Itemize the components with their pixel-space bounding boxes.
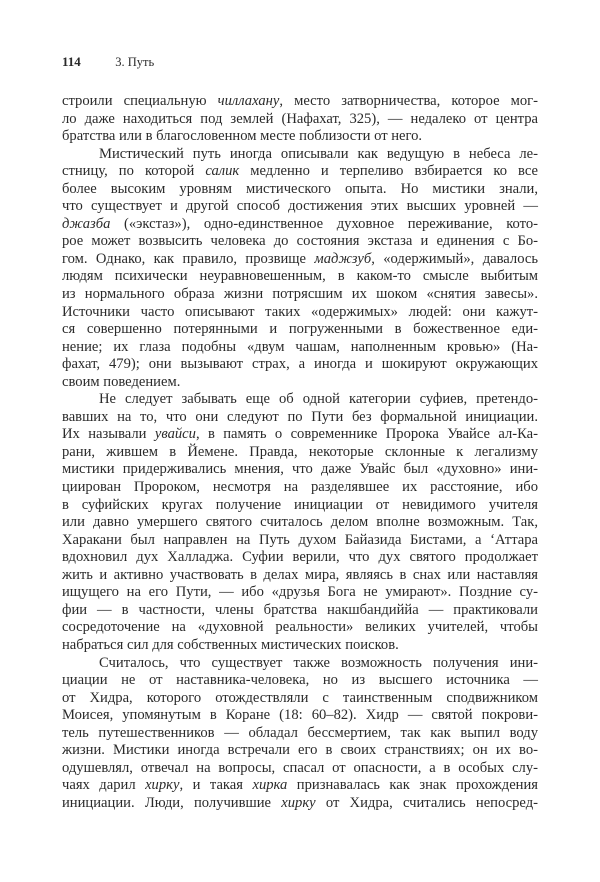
text-line: в суфийских кругах получение инициации от невидимого учителя [62, 496, 538, 513]
text-line: мистики придерживались мнения, что даже Увайс был «духовно» ини- [62, 461, 538, 478]
text-line: вдохновил дух Халладжа. Суфии верили, что дух святого продолжает [62, 549, 538, 566]
paragraph [62, 391, 538, 654]
italic-term: хирка [252, 777, 288, 794]
text-line: из нормального образа жизни потрясшим их шоком «снятия завесы». [62, 286, 538, 303]
italic-term: увайси [154, 426, 196, 443]
italic-term: хирку [145, 777, 180, 794]
running-header [62, 54, 154, 70]
text-line: Моисея, упомянутым в Коране (18: 60–82). Хидр — святой покрови- [62, 707, 538, 724]
text-line: фии — в частности, члены братства накшбандиййа — практиковали [62, 601, 538, 618]
italic-term: салик [205, 163, 240, 180]
text-line: ищущего на его Пути, — ибо «друзья Бога не умирают». Поздние су- [62, 584, 538, 601]
text-line: рани, жившем в Йемене. Правда, некоторые склонные к легализму [62, 443, 538, 460]
text-line: Мистический путь иногда описывали как ведущую в небеса ле- [99, 145, 538, 162]
text-line: сосредоточение на «духовной реальности» великих учителей, чтобы [62, 619, 538, 636]
text-line: людям психически неуравновешенным, в каком-то смысле выбитым [62, 268, 538, 285]
paragraph [62, 93, 538, 146]
page-number: 114 [62, 54, 81, 69]
text-line: Не следует забывать еще об одной категории суфиев, претендо- [99, 391, 538, 408]
text-line: жить и активно участвовать в делах мира, являясь в снах или наставляя [62, 566, 538, 583]
text-line: более высоким уровням мистического опыта. Но мистики знали, [62, 180, 538, 197]
text-line: одушевлял, отвечал на вопросы, спасал от опасности, а в особых слу- [62, 759, 538, 776]
text-line: жизни. Мистики иногда встречали его в своих странствиях; он их во- [62, 742, 538, 759]
text-line: от Хидра, которого отождествляли с таинственным сподвижником [62, 689, 538, 706]
text-line: своим поведением. [62, 373, 181, 390]
text-line: Их называли увайси, в память о современнике Пророка Увайсе ал-Ка- [62, 426, 539, 443]
text-line: чаях дарил хирку, и такая хирка признавалась как знак прохождения [62, 777, 539, 794]
text-line: джазба («экстаз»), одно-единственное духовное переживание, кото- [62, 215, 538, 232]
text-line: стницу, по которой салик медленно и терпеливо взбирается ко все [62, 163, 538, 180]
text-line: нение; их глаза подобны «двум чашам, наполненным кровью» (На- [62, 338, 538, 355]
paragraph [62, 146, 538, 392]
text-line: рое может возвысить человека до состояния экстаза и единения с Бо- [62, 233, 538, 250]
text-line: инициации. Люди, получившие хирку от Хидра, считались непосред- [62, 794, 538, 811]
text-line: циации не от наставника-человека, но из высшего источника — [62, 672, 538, 689]
text-line: что существует и другой способ достижения этих высших уровней — [62, 198, 538, 215]
text-line: Харакани был направлен на Путь духом Байазида Бистами, а ‘Аттара [62, 531, 538, 548]
text-line: ло даже находиться под землей (Нафахат, 325), — недалеко от центра [62, 110, 538, 127]
italic-term: маджзуб [314, 250, 372, 267]
text-line: Считалось, что существует также возможность получения ини- [99, 654, 538, 671]
text-line: циирован Пророком, несмотря на разделявшее их расстояние, ибо [62, 479, 538, 496]
text-line: Источники часто описывают таких «одержимых» людей: они кажут- [62, 303, 538, 320]
text-line: строили специальную чиллахану, место затворничества, которое мог- [62, 93, 538, 109]
text-line: ся совершенно потерянными и погруженными в божественное еди- [62, 321, 538, 338]
text-line: гом. Однако, как правило, прозвище маджзуб, «одержимый», давалось [62, 250, 538, 267]
text-line: тель путешественников — обладал бессмертием, так как выпил воду [62, 724, 538, 741]
body-text [62, 93, 538, 812]
italic-term: хирку [281, 794, 316, 811]
paragraph [62, 655, 538, 813]
text-line: или давно умершего святого считалось делом вполне возможным. Так, [62, 514, 538, 531]
text-line: фахат, 479); они вызывают страх, а иногда и шокируют окружающих [62, 356, 538, 373]
italic-term: чиллахану [217, 93, 280, 109]
text-line: набраться сил для собственных мистических поисков. [62, 636, 399, 653]
italic-term: джазба [62, 215, 111, 232]
text-line: вавших на то, что они следуют по Пути без формальной инициации. [62, 408, 538, 425]
text-line: братства или в благословенном месте поблизости от него. [62, 128, 423, 145]
chapter-title: 3. Путь [115, 55, 155, 69]
